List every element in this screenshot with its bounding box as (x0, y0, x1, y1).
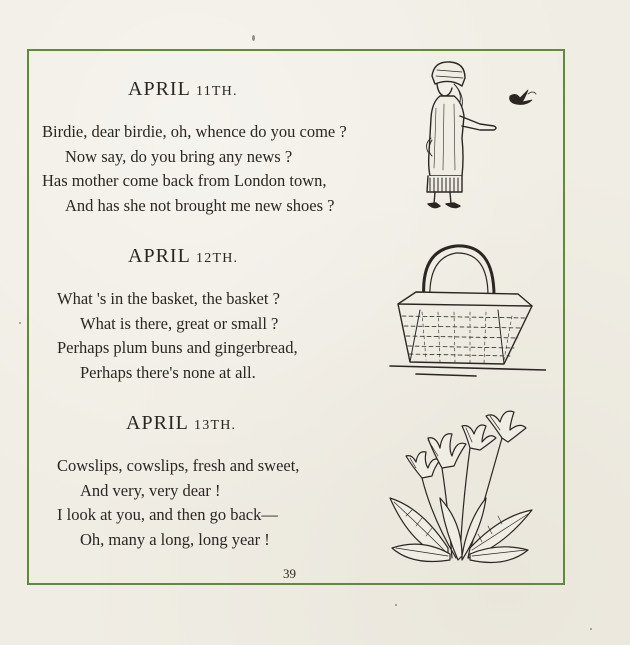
paper-speck (252, 35, 255, 41)
verse-april-11 (42, 120, 347, 218)
entry-heading-april-13 (126, 412, 236, 435)
verse-line: Has mother come back from London town, (42, 171, 327, 190)
verse-line: And very, very dear ! (80, 480, 221, 500)
verse-april-13 (57, 454, 299, 552)
verse-line: And has she not brought me new shoes ? (65, 195, 335, 215)
heading-date: 13TH. (194, 418, 237, 433)
verse-april-12 (57, 287, 298, 385)
cowslip-plant-illustration (382, 398, 542, 573)
verse-line: Perhaps there's none at all. (80, 362, 256, 382)
basket-illustration (386, 240, 546, 380)
page-number: 39 (283, 566, 296, 581)
heading-month: APRIL (126, 412, 189, 434)
verse-line: I look at you, and then go back— (57, 505, 278, 524)
verse-line: What is there, great or small ? (80, 313, 279, 333)
paper-speck (395, 604, 397, 606)
heading-month: APRIL (128, 245, 191, 267)
verse-line: Oh, many a long, long year ! (80, 529, 270, 549)
heading-month: APRIL (128, 78, 191, 100)
girl-and-bird-illustration (410, 58, 545, 218)
paper-speck (19, 322, 21, 324)
verse-line: Now say, do you bring any news ? (65, 146, 293, 166)
heading-date: 12TH. (196, 251, 239, 266)
paper-speck (590, 628, 592, 630)
entry-heading-april-11 (128, 78, 238, 101)
verse-line: Birdie, dear birdie, oh, whence do you come ? (42, 122, 347, 141)
verse-line: What 's in the basket, the basket ? (57, 289, 280, 308)
verse-line: Perhaps plum buns and gingerbread, (57, 338, 298, 357)
heading-date: 11TH. (196, 84, 238, 99)
verse-line: Cowslips, cowslips, fresh and sweet, (57, 456, 300, 475)
entry-heading-april-12 (128, 245, 238, 268)
